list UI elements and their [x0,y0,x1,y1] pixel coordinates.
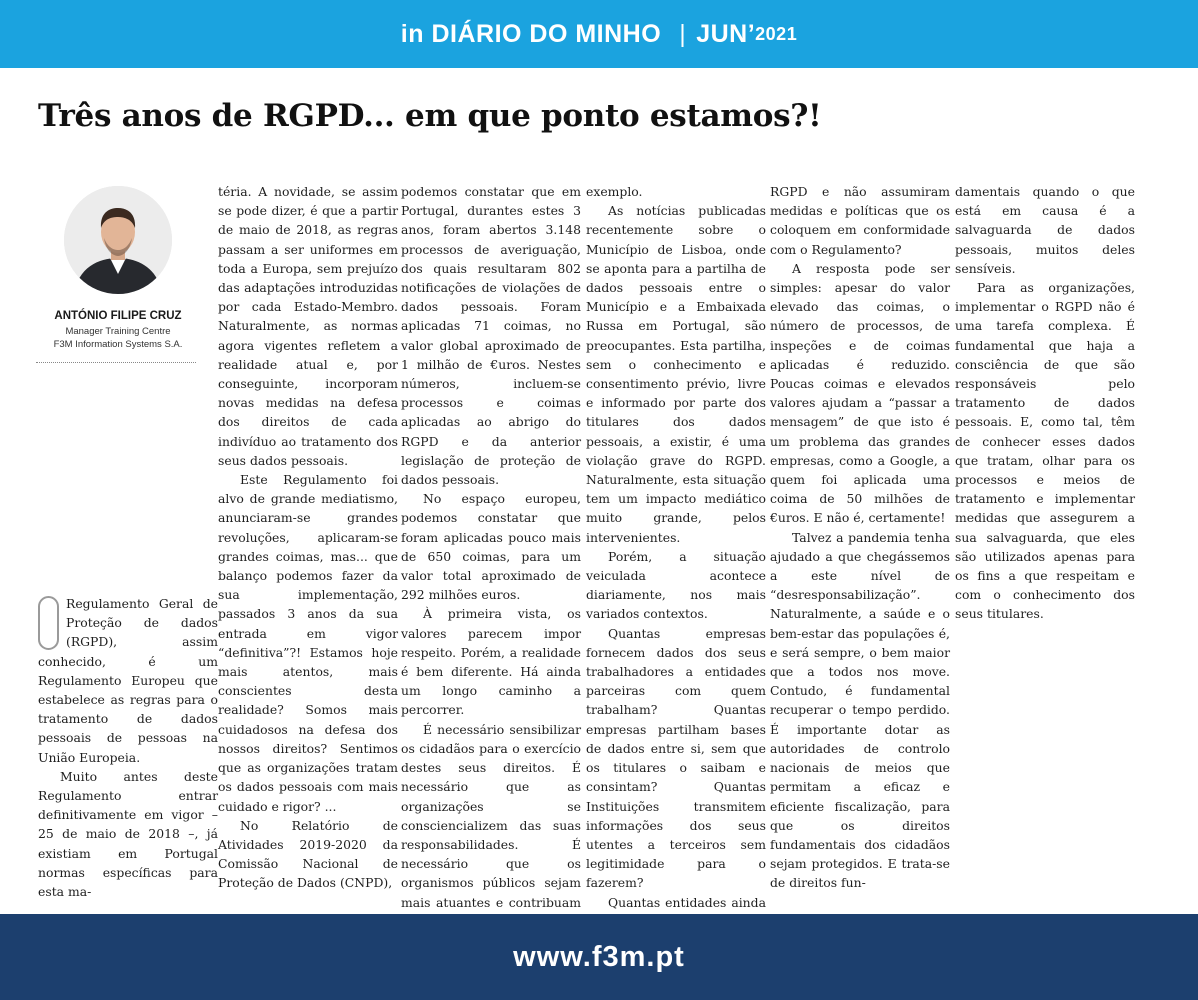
header-bar [0,0,1198,68]
article-column-4 [586,182,766,931]
author-portrait-icon [64,186,172,294]
article-paragraph: Talvez a pandemia tenha ajudado a que chegássemos a este nível de “desresponsabilização”. Naturalmente, a saúde e o bem-estar das populações é, e será sempre, o bem maior que a todos nos move. Contudo, é fundamental recuperar o tempo perdido. É importante dotar as autoridades de controlo nacionais de meios que permitam a eficaz e eficiente fiscalização, para que os direitos fundamentais dos cidadãos sejam protegidos. E trata-se de direitos fun- [770,529,950,891]
publication-name: in DIÁRIO DO MINHO [400,19,662,48]
article-column-6 [955,182,1135,624]
article-paragraph: podemos constatar que em Portugal, durantes estes 3 anos, foram abertos 3.148 processos de averiguação, dos quais resultaram 802 notificações de violações de dados pessoais. Foram aplicadas 71 coimas, no valor global aproximado de 1 milhão de €uros. Nestes números, incluem-se processos e coimas aplicadas ao abrigo do RGPD e da anterior legislação de proteção de dados pessoais. [401,184,581,488]
article-paragraph: Quantas entidades ainda [608,894,766,910]
article-paragraph: No Relatório de Atividades 2019-2020 da Comissão Nacional de Proteção de Dados (CNPD), [218,817,398,891]
article-paragraph: No espaço europeu, podemos constatar que foram aplicadas pouco mais de 650 coimas, para um valor total aproximado de 292 milhões euros. [401,491,581,603]
author-photo [64,186,172,294]
article-column-1 [38,594,218,901]
article-paragraph: Quantas empresas fornecem dados dos seus trabalhadores a entidades parceiras com quem trabalham? Quantas empresas partilham bases de dados entre si, sem que os titulares o saibam e consintam? Quantas Instituições transmitem informações dos seus utentes a terceiros sem legitimidade para o fazerem? [586,625,766,891]
header-separator: | [679,19,687,48]
author-role: Manager Training Centre [65,326,171,337]
article-paragraph: A resposta pode ser simples: apesar do valor elevado das coimas, o número de processos, de inspeções e de coimas aplicadas é reduzido. Poucas coimas e elevados valores ajudam a “passar a mensagem” de que isto é um problema das grandes empresas, como a Google, a quem foi aplicada uma coima de 50 milhões de €uros. E não é, certamente! [770,260,950,526]
publication-year: 2021 [755,23,798,44]
article-paragraph: damentais quando o que está em causa é a salvaguarda de dados pessoais, muitos deles sensíveis. [955,184,1135,276]
article-paragraph: À primeira vista, os valores parecem impor respeito. Porém, a realidade é bem diferente. Há ainda um longo caminho a percorrer. [401,606,581,718]
footer-url-link[interactable]: www.f3m.pt [513,940,685,973]
article-paragraph: Muito antes deste Regulamento entrar definitivamente em vigor – 25 de maio de 2018 –, já existiam em Portugal normas específicas para esta ma- [38,768,218,900]
article-headline: Três anos de RGPD... em que ponto estamos?! [38,98,822,134]
article-paragraph: exemplo. [586,184,643,199]
publication-month: JUN’ [696,19,756,48]
author-company: F3M Information Systems S.A. [53,339,183,350]
article-paragraph: Regulamento Geral de Proteção de dados (RGPD), assim conhecido, é um Regulamento Europeu que estabelece as regras para o tratamento de dados pessoais de pessoas na União Europeia. [38,596,218,765]
article-paragraph: téria. A novidade, se assim se pode dizer, é que a partir de maio de 2018, as regras passam a ser uniformes em toda a Europa, sem prejuízo das adaptações introduzidas por cada Estado-Membro. Naturalmente, as normas agora vigentes refletem a realidade atual e, por conseguinte, incorporam novas medidas na defesa dos direitos de cada indivíduo ao tratamento dos seus dados pessoais. [218,184,398,468]
article-column-3 [401,182,581,931]
article-paragraph: Para as organizações, implementar o RGPD não é uma tarefa complexa. É fundamental que haja a consciência de que são responsáveis pelo tratamento de dados pessoais. E, como tal, têm de conhecer esses dados que tratam, olhar para os processos e meios de tratamento e implementar medidas que assegurem a sua salvaguarda, que eles são utilizados apenas para os fins a que respeitam e com o conhecimento dos seus titulares. [955,280,1135,622]
article-column-2 [218,182,398,893]
article-paragraph: As notícias publicadas recentemente sobre o Município de Lisboa, onde se aponta para a partilha de dados pessoais entre o Município e a Embaixada Russa em Portugal, são preocupantes. Esta partilha, sem o conhecimento e consentimento prévio, livre e informado por parte dos titulares dos dados pessoais, a existir, é uma violação grave do RGPD. Naturalmente, esta situação tem um impacto mediático muito grande, pelos intervenientes. [586,203,766,545]
article-paragraph: Porém, a situação veiculada acontece diariamente, nos mais variados contextos. [586,548,766,622]
article-paragraph: É necessário sensibilizar os cidadãos para o exercício destes seus direitos. É necessário que as organizações se consciencializem das suas responsabilidades. É necessário que os organismos públicos sejam mais atuantes e contribuam [401,721,581,910]
article-column-5 [770,182,950,893]
article-paragraph: Este Regulamento foi alvo de grande mediatismo, anunciaram-se grandes revoluções, aplicaram-se grandes coimas, mas... que balanço podemos fazer da sua implementação, passados 3 anos da sua entrada em vigor “definitiva”?! Estamos hoje mais atentos, mais conscientes desta realidade? Somos mais cuidadosos na defesa dos nossos direitos? Sentimos que as organizações tratam os dados pessoais com mais cuidado e rigor? ... [218,472,398,814]
footer-bar [0,914,1198,1000]
author-divider [36,362,196,363]
author-name: ANTÓNIO FILIPE CRUZ [54,310,182,322]
article-paragraph: RGPD e não assumiram medidas e políticas que os coloquem em conformidade com o Regulamento? [770,184,950,257]
drop-cap-o-icon [38,596,59,650]
